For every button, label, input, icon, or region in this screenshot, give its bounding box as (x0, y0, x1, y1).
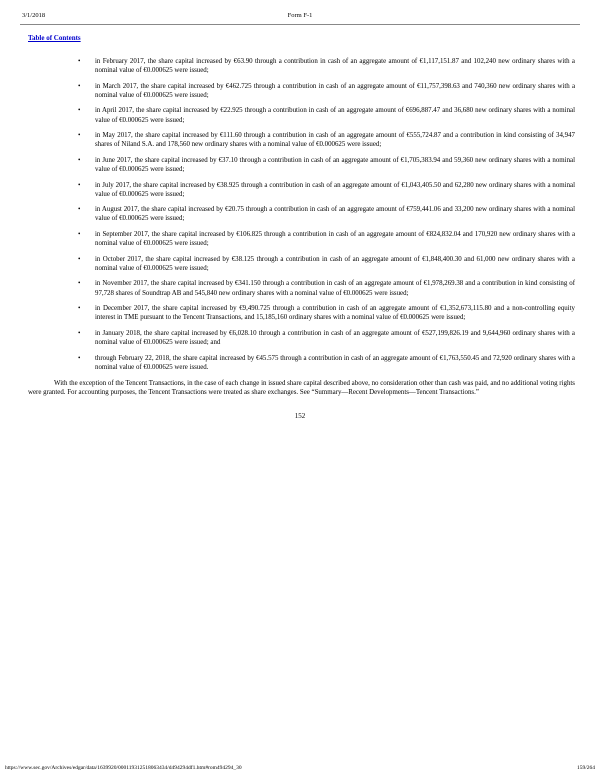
bullet-marker: • (78, 107, 81, 115)
header-divider (20, 24, 580, 25)
bullet-text: in February 2017, the share capital increased by €63.90 through a contribution in cash of an aggregate amount of €1,117,151.87 and 102,240 new ordinary shares with a nominal value of €0.000625 were issued; (95, 58, 575, 75)
bullet-text: in July 2017, the share capital increased by €38.925 through a contribution in cash of an aggregate amount of €1,043,405.50 and 62,280 new ordinary shares with a nominal value of €0.000625 were issued; (95, 181, 575, 198)
list-item (78, 181, 575, 199)
list-item (78, 255, 575, 273)
table-of-contents-link[interactable]: Table of Contents (28, 34, 81, 42)
list-item (78, 106, 575, 124)
list-item (78, 279, 575, 297)
bullet-text: in August 2017, the share capital increased by €20.75 through a contribution in cash of an aggregate amount of €759,441.06 and 33,200 new ordinary shares with a nominal value of €0.000625 were issued; (95, 206, 575, 223)
bullet-marker: • (78, 354, 81, 362)
bullet-text: in May 2017, the share capital increased by €111.60 through a contribution in cash of an aggregate amount of €555,724.87 and a contribution in kind consisting of 34,947 shares of Niland S.A. and 178,560 new ordinary shares with a nominal value of €0.000625 were issued; (95, 132, 575, 149)
page-number: 152 (294, 412, 306, 421)
header-form-title: Form F-1 (287, 12, 313, 19)
footer-url: https://www.sec.gov/Archives/edgar/data/1639920/000119312518063434/d494294df1.htm#rom494294_30 (5, 765, 242, 771)
header-date: 3/1/2018 (22, 12, 46, 19)
bullet-text: in April 2017, the share capital increased by €22.925 through a contribution in cash of an aggregate amount of €696,887.47 and 36,680 new ordinary shares with a nominal value of €0.000625 were issued; (95, 107, 575, 124)
bullet-text: in January 2018, the share capital increased by €6,028.10 through a contribution in cash of an aggregate amount of €527,199,826.19 and 9,644,960 ordinary shares with a nominal value of €0.000625 were issued; and (95, 329, 575, 347)
bullet-marker: • (78, 181, 81, 189)
bullet-marker: • (78, 231, 81, 239)
bullet-marker: • (78, 206, 81, 214)
bullet-text: in September 2017, the share capital increased by €106.825 through a contribution in cash of an aggregate amount of €824,832.04 and 170,920 new ordinary shares with a nominal value of €0.000625 were issued; (95, 231, 575, 248)
bullet-text: in March 2017, the share capital increased by €462.725 through a contribution in cash of an aggregate amount of €11,757,398.63 and 740,360 new ordinary shares with a nominal value of €0.000625 were issued; (95, 82, 575, 99)
bullet-marker: • (78, 255, 81, 263)
bullet-marker: • (78, 156, 81, 164)
bullet-marker: • (78, 280, 81, 288)
bullet-text: through February 22, 2018, the share capital increased by €45.575 through a contribution in cash of an aggregate amount of €1,763,550.45 and 72,920 ordinary shares with a nominal value of €0.000625 were issued. (95, 354, 575, 371)
bullet-marker: • (78, 58, 81, 65)
list-item (78, 156, 575, 174)
print-header (0, 12, 600, 19)
list-item (78, 230, 575, 248)
bullet-text: in November 2017, the share capital increased by €341.150 through a contribution in cash of an aggregate amount of €1,978,269.38 and a contribution in kind consisting of 97,728 shares of Soundtrap AB and 545,840 new ordinary shares with a nominal value of €0.000625 were issued; (95, 280, 575, 297)
closing-paragraph: With the exception of the Tencent Transactions, in the case of each change in issued share capital described above, no consideration other than cash was paid, and no additional voting rights were granted. For accounting purposes, the Tencent Transactions were treated as share exchanges. See “Summary—Recent Developments—Tencent Transactions.” (28, 379, 575, 397)
list-item (78, 329, 575, 347)
list-item (78, 304, 575, 322)
list-item (78, 82, 575, 100)
bullet-marker: • (78, 132, 81, 140)
bullet-text: in October 2017, the share capital increased by €38.125 through a contribution in cash of an aggregate amount of €1,848,400.30 and 61,000 new ordinary shares with a nominal value of €0.000625 were issued; (95, 255, 575, 272)
footer-page-indicator: 159/264 (576, 765, 595, 771)
bullet-text: in June 2017, the share capital increased by €37.10 through a contribution in cash of an aggregate amount of €1,705,383.94 and 59,360 new ordinary shares with a nominal value of €0.000625 were issued; (95, 156, 575, 173)
list-item (78, 205, 575, 223)
bullet-marker: • (78, 82, 81, 90)
bullet-text: in December 2017, the share capital increased by €9,490.725 through a contribution in cash of an aggregate amount of €1,352,673,115.80 and a non-controlling equity interest in TME pursuant to the Tencent Transactions, and 15,185,160 ordinary shares with a nominal value of €0.000625 were issued; (95, 305, 575, 322)
header-spacer (312, 12, 578, 19)
list-item (78, 131, 575, 149)
bullet-list (78, 57, 575, 372)
list-item (78, 354, 575, 372)
print-footer (5, 765, 595, 771)
bullet-marker: • (78, 305, 81, 313)
bullet-marker: • (78, 329, 81, 337)
list-item (78, 57, 575, 75)
